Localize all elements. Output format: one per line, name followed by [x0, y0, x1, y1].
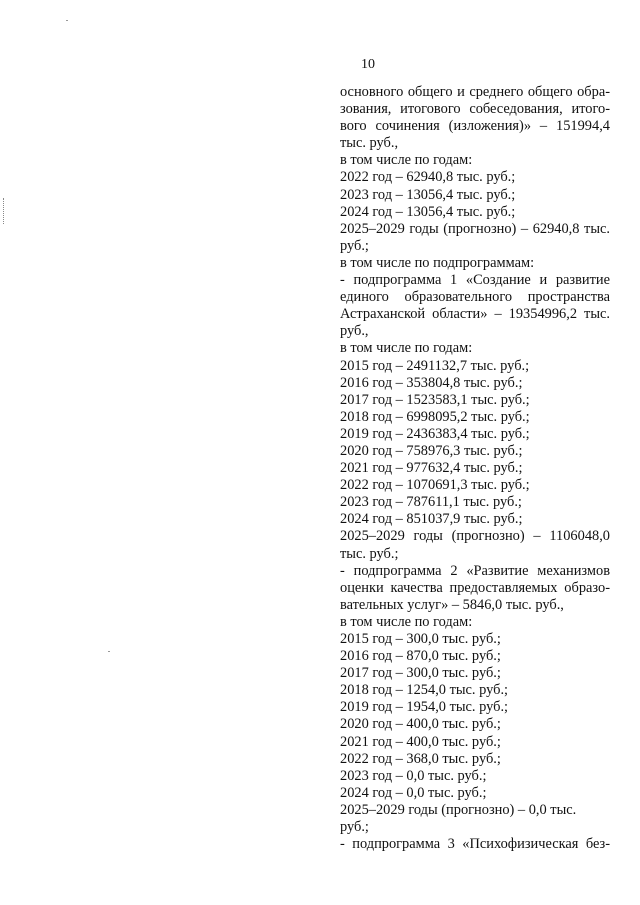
text-line: руб.,	[340, 323, 369, 340]
text-line: 2021 год – 400,0 тыс. руб.;	[340, 733, 501, 750]
text-line: 2023 год – 13056,4 тыс. руб.;	[340, 186, 516, 203]
scan-speck	[66, 20, 68, 21]
text-line: 2017 год – 300,0 тыс. руб.;	[340, 665, 501, 682]
text-line: в том числе по годам:	[340, 152, 473, 169]
text-line: вого сочинения (изложения)» – 151994,4	[340, 118, 610, 135]
text-line: 2024 год – 13056,4 тыс. руб.;	[340, 203, 516, 220]
text-line: 2019 год – 2436383,4 тыс. руб.;	[340, 425, 530, 442]
text-line: 2018 год – 6998095,2 тыс. руб.;	[340, 408, 530, 425]
text-column	[340, 84, 610, 853]
text-line: - подпрограмма 1 «Создание и развитие	[340, 272, 610, 289]
text-line: 2025–2029 годы (прогнозно) – 0,0 тыс.	[340, 801, 577, 818]
text-line: 2015 год – 300,0 тыс. руб.;	[340, 631, 501, 647]
text-line: в том числе по подпрограммам:	[340, 254, 535, 271]
text-line: 2024 год – 851037,9 тыс. руб.;	[340, 511, 523, 528]
text-line: 2022 год – 1070691,3 тыс. руб.;	[340, 477, 530, 494]
text-line: - подпрограмма 2 «Развитие механизмов	[340, 562, 610, 579]
text-line: в том числе по годам:	[340, 340, 473, 357]
text-line: 2020 год – 400,0 тыс. руб.;	[340, 716, 501, 733]
scan-margin-mark	[3, 198, 6, 224]
text-line: Астраханской области» – 19354996,2 тыс.	[340, 306, 610, 323]
text-line: зования, итогового собеседования, итого-	[340, 101, 610, 118]
text-line: тыс. руб.,	[340, 135, 399, 152]
text-line: основного общего и среднего общего обра-	[340, 84, 610, 100]
text-line: 2024 год – 0,0 тыс. руб.;	[340, 784, 487, 801]
text-line: 2016 год – 870,0 тыс. руб.;	[340, 648, 501, 665]
text-line: единого образовательного пространства	[340, 289, 610, 306]
text-line: руб.;	[340, 819, 369, 836]
text-line: руб.;	[340, 237, 369, 254]
text-line: 2016 год – 353804,8 тыс. руб.;	[340, 374, 523, 391]
page-number: 10	[361, 57, 375, 72]
text-line: 2017 год – 1523583,1 тыс. руб.;	[340, 391, 530, 408]
text-line: 2023 год – 787611,1 тыс. руб.;	[340, 494, 522, 511]
text-line: в том числе по годам:	[340, 613, 473, 630]
text-line: - подпрограмма 3 «Психофизическая без-	[340, 836, 610, 853]
text-line: 2020 год – 758976,3 тыс. руб.;	[340, 442, 523, 459]
text-line: 2025–2029 годы (прогнозно) – 1106048,0	[340, 528, 610, 545]
text-line: 2021 год – 977632,4 тыс. руб.;	[340, 460, 523, 477]
text-line: 2015 год – 2491132,7 тыс. руб.;	[340, 357, 530, 374]
text-line: 2022 год – 368,0 тыс. руб.;	[340, 750, 501, 767]
text-line: 2025–2029 годы (прогнозно) – 62940,8 тыс.	[340, 220, 610, 237]
text-line: 2023 год – 0,0 тыс. руб.;	[340, 767, 487, 784]
text-line: оценки качества предоставляемых образо-	[340, 579, 610, 596]
scan-speck	[108, 651, 110, 652]
text-line: тыс. руб.;	[340, 545, 399, 562]
text-line: 2019 год – 1954,0 тыс. руб.;	[340, 699, 509, 716]
text-line: вательных услуг» – 5846,0 тыс. руб.,	[340, 596, 564, 613]
text-line: 2018 год – 1254,0 тыс. руб.;	[340, 682, 509, 699]
text-line: 2022 год – 62940,8 тыс. руб.;	[340, 169, 516, 186]
